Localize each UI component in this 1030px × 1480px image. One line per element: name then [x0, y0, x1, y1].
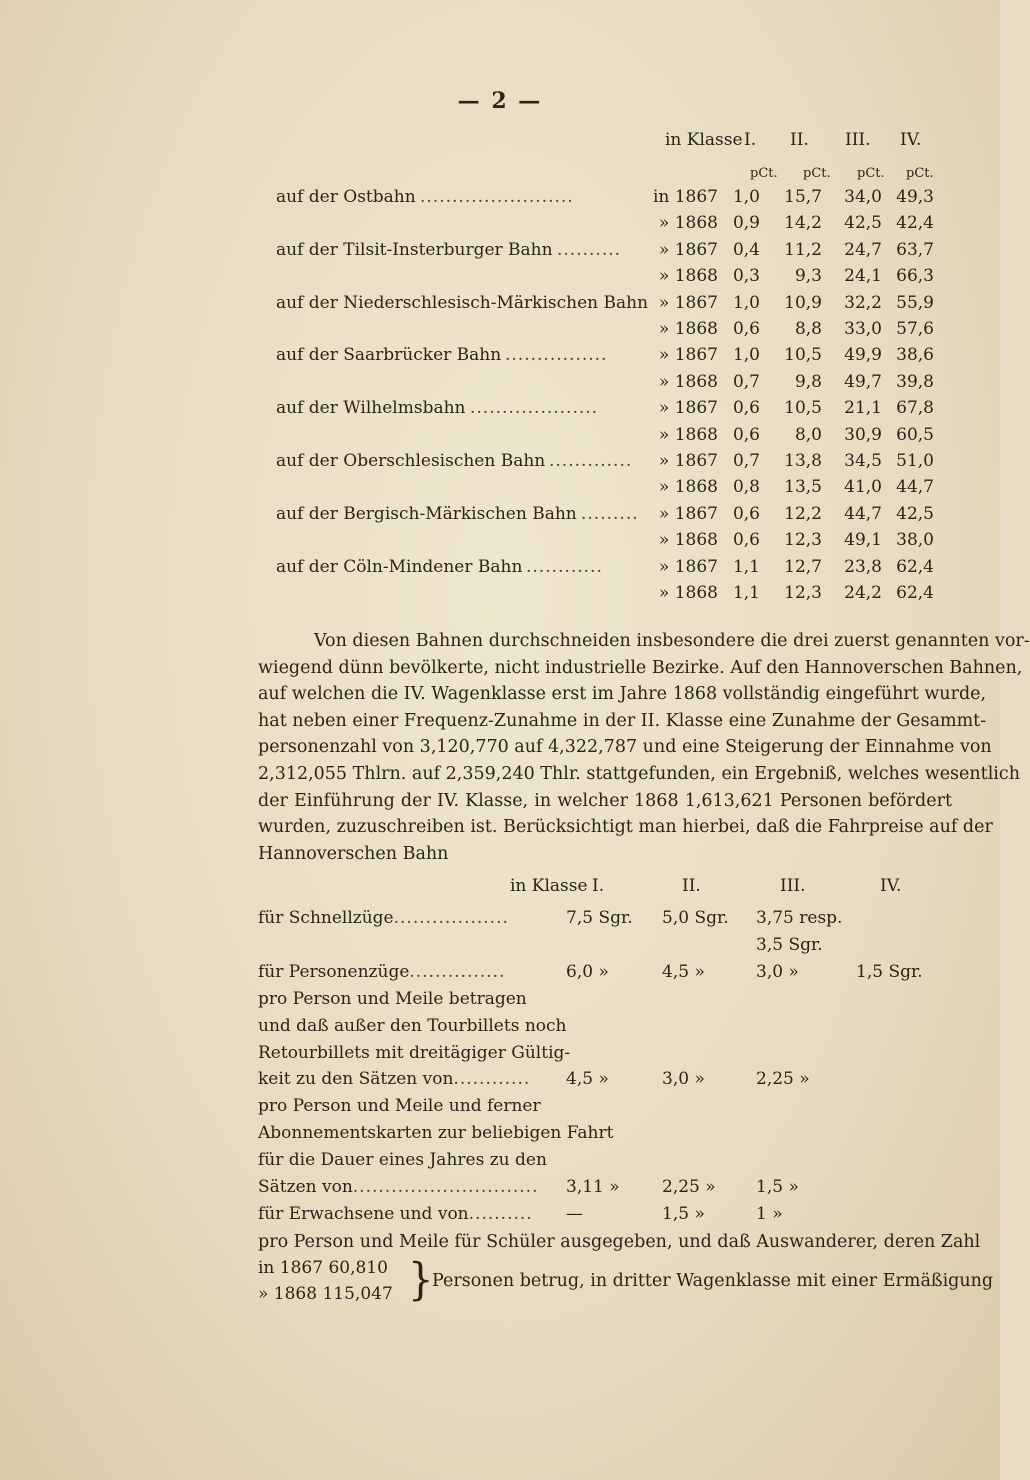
table1-cell-class-1: 0,6 — [732, 319, 760, 339]
table1-row — [0, 187, 1000, 213]
table2-row-label — [258, 989, 558, 1009]
table2-label-dots: .................. — [393, 908, 509, 928]
table1-unit-4: pCt. — [906, 166, 934, 181]
table1-row-prefix: in — [652, 187, 670, 207]
table1-row — [0, 425, 1000, 451]
table2-row-label — [258, 1150, 558, 1170]
table2-row-label — [258, 1042, 571, 1063]
table1-cell-class-2: 9,3 — [794, 266, 822, 287]
table1-row-year-value: 1867 — [674, 451, 718, 471]
table1-unit-1: pCt. — [750, 166, 778, 181]
table1-cell-class-3: 49,1 — [844, 530, 882, 551]
table2-label-text: pro Person und Meile und ferner — [258, 1096, 541, 1117]
table1-cell-class-4: 42,5 — [896, 503, 934, 524]
table2-row-label — [258, 1015, 567, 1036]
table2-row-label — [258, 1177, 558, 1197]
table1-row-label: auf der Wilhelmsbahn — [276, 398, 466, 419]
table1-row-prefix: » — [658, 424, 670, 445]
table1-cell-class-1: 1,1 — [732, 556, 760, 577]
table1-cell-class-2: 8,8 — [794, 319, 822, 339]
table1-row-year-value: 1867 — [674, 345, 718, 366]
table1-row-dots: ........................ — [420, 187, 574, 207]
table2-label-text: für die Dauer eines Jahres zu den — [258, 1150, 547, 1171]
table1-row-prefix: » — [658, 451, 670, 471]
table2-label-text: pro Person und Meile betragen — [258, 988, 527, 1009]
table1-row-prefix: » — [658, 213, 670, 234]
table1-row-dots: ............ — [526, 556, 603, 577]
paragraph-line: wurden, zuzuschreiben ist. Berücksichtigt man hierbei, daß die Fahrpreise auf der — [258, 817, 993, 838]
table1-row-year-value: 1867 — [674, 239, 718, 260]
table1-cell-class-3: 44,7 — [844, 503, 882, 524]
table1-row — [0, 557, 1000, 583]
table2-cell-class-3: 1 » — [756, 1203, 783, 1224]
table1-cell-class-2: 12,7 — [784, 556, 822, 577]
table2-header-class-3: III. — [780, 876, 806, 896]
table1-unit-2: pCt. — [803, 166, 831, 181]
table2-cell-class-3: 3,75 resp. — [756, 908, 843, 928]
table2-cell-class-1: — — [566, 1203, 583, 1224]
table1-cell-class-4: 67,8 — [896, 398, 934, 419]
paragraph-line: wiegend dünn bevölkerte, nicht industrielle Bezirke. Auf den Hannoverschen Bahnen, — [258, 657, 1023, 678]
table1-cell-class-4: 44,7 — [896, 477, 934, 498]
table2-label-text: Sätzen von — [258, 1177, 353, 1197]
paragraph-line: Hannoverschen Bahn — [258, 843, 449, 864]
table1-cell-class-3: 34,0 — [844, 187, 882, 207]
table1-cell-class-1: 0,6 — [732, 503, 760, 524]
table2-cell-class-3: 3,0 » — [756, 961, 799, 982]
table2-cell-class-3: 1,5 » — [756, 1177, 799, 1197]
table1-cell-class-1: 0,6 — [732, 398, 760, 419]
table2-label-text: und daß außer den Tourbillets noch — [258, 1015, 567, 1036]
paragraph-line: auf welchen die IV. Wagenklasse erst im Jahre 1868 vollständig eingeführt wurde, — [258, 684, 987, 705]
closing-brace: } — [408, 1254, 434, 1306]
table1-row-label: auf der Saarbrücker Bahn — [276, 345, 502, 366]
body-paragraph — [258, 628, 1030, 867]
paragraph-line: der Einführung der IV. Klasse, in welcher 1868 1,613,621 Personen befördert — [258, 790, 952, 811]
paragraph-line: Von diesen Bahnen durchschneiden insbesondere die drei zuerst genannten vor- — [314, 631, 1030, 651]
table1-cell-class-1: 0,6 — [732, 530, 760, 551]
table1-row — [0, 583, 1000, 609]
table1-row — [0, 398, 1000, 424]
table1-row — [0, 319, 1000, 345]
closing-year-1867: in 1867 60,810 — [258, 1258, 388, 1278]
table1-row-year-value: 1867 — [674, 503, 718, 524]
table1-cell-class-2: 12,3 — [784, 583, 822, 603]
table1-cell-class-3: 24,7 — [844, 239, 882, 260]
table1-cell-class-2: 12,3 — [784, 530, 822, 551]
table1-cell-class-4: 66,3 — [896, 266, 934, 287]
table1-unit-3: pCt. — [857, 166, 885, 181]
table1-cell-class-1: 0,7 — [732, 371, 760, 392]
table1-row-year-value: 1868 — [674, 371, 718, 392]
table1-cell-class-3: 30,9 — [844, 424, 882, 445]
table2-cell-class-2: 2,25 » — [662, 1177, 716, 1197]
table1-cell-class-4: 38,6 — [896, 345, 934, 366]
table1-row — [0, 372, 1000, 398]
table1-cell-class-4: 42,4 — [896, 213, 934, 234]
table1-row-prefix: » — [658, 530, 670, 551]
table1-cell-class-4: 62,4 — [896, 583, 934, 603]
table1-row-dots: .................... — [470, 398, 599, 419]
table1-cell-class-3: 24,2 — [844, 583, 882, 603]
table2-cell-class-1: 4,5 » — [566, 1069, 609, 1090]
table2-label-text: für Personenzüge — [258, 961, 410, 982]
table2-cell-class-2: 1,5 » — [662, 1203, 705, 1224]
table1-row-prefix: » — [658, 503, 670, 524]
table2-header-class-4: IV. — [880, 876, 902, 896]
table2-cell-class-1: 7,5 Sgr. — [566, 908, 633, 928]
table2-row-label — [258, 908, 558, 928]
table1-row-label: auf der Oberschlesischen Bahn — [276, 451, 546, 471]
closing-tail: Personen betrug, in dritter Wagenklasse mit einer Ermäßigung — [432, 1271, 994, 1291]
table1-row-year-value: 1868 — [674, 424, 718, 445]
table1-row-year-value: 1867 — [674, 292, 718, 313]
table2-row-label — [258, 1204, 558, 1224]
table1-cell-class-1: 0,4 — [732, 239, 760, 260]
table1-row-prefix: » — [658, 345, 670, 366]
table1-row-prefix: » — [658, 477, 670, 498]
table1-row-prefix: » — [658, 583, 670, 603]
table1-cell-class-2: 13,5 — [784, 477, 822, 498]
table2-row-label — [258, 1123, 614, 1144]
table1-row-label: auf der Niederschlesisch-Märkischen Bahn — [276, 292, 649, 313]
table1-row — [0, 240, 1000, 266]
table1-row — [0, 266, 1000, 292]
table2-label-dots: ............... — [409, 961, 506, 982]
table1-cell-class-2: 8,0 — [794, 424, 822, 445]
table1-header-class-3: III. — [845, 130, 871, 150]
table1-header-class-2: II. — [790, 130, 809, 150]
table1-cell-class-3: 23,8 — [844, 556, 882, 577]
table1-row-year-value: 1867 — [674, 556, 718, 577]
table1-cell-class-4: 63,7 — [896, 239, 934, 260]
table1-cell-class-1: 0,9 — [732, 213, 760, 234]
table1-cell-class-4: 49,3 — [896, 187, 934, 207]
table1-row-year-value: 1867 — [674, 187, 718, 207]
table2-cell-class-2: 4,5 » — [662, 961, 705, 982]
table1-cell-class-3: 24,1 — [844, 266, 882, 287]
table1-cell-class-4: 57,6 — [896, 319, 934, 339]
table1-row-dots: ................ — [505, 345, 608, 366]
table1-cell-class-1: 0,8 — [732, 477, 760, 498]
table1-row-prefix: » — [658, 371, 670, 392]
table1-row — [0, 451, 1000, 477]
table1-row-prefix: » — [658, 319, 670, 339]
table1-row — [0, 293, 1000, 319]
table2-label-text: Abonnementskarten zur beliebigen Fahrt — [258, 1123, 614, 1144]
table2-cell-class-3: 3,5 Sgr. — [756, 934, 823, 955]
table1-cell-class-2: 9,8 — [794, 371, 822, 392]
table1-row-prefix: » — [658, 266, 670, 287]
table1-cell-class-1: 1,0 — [732, 292, 760, 313]
table1-row-dots: ......... — [581, 503, 639, 524]
table1-cell-class-1: 1,0 — [732, 187, 760, 207]
table1-row-year-value: 1868 — [674, 266, 718, 287]
table1-cell-class-1: 0,6 — [732, 424, 760, 445]
table1-row-year-value: 1868 — [674, 477, 718, 498]
table1-row-year-value: 1868 — [674, 213, 718, 234]
table1-cell-class-1: 1,0 — [732, 345, 760, 366]
table1-row — [0, 530, 1000, 556]
table1-row-prefix: » — [658, 556, 670, 577]
table1-row-year-value: 1868 — [674, 319, 718, 339]
table1-cell-class-2: 11,2 — [784, 239, 822, 260]
table2-label-dots: ............ — [453, 1069, 531, 1090]
table1-cell-class-3: 42,5 — [844, 213, 882, 234]
table1-row-label: auf der Bergisch-Märkischen Bahn — [276, 503, 577, 524]
table1-cell-class-4: 62,4 — [896, 556, 934, 577]
table1-cell-class-2: 12,2 — [784, 503, 822, 524]
table2-cell-class-1: 6,0 » — [566, 961, 609, 982]
paragraph-line: personenzahl von 3,120,770 auf 4,322,787 und eine Steigerung der Einnahme von — [258, 737, 992, 758]
table1-cell-class-4: 51,0 — [896, 451, 934, 471]
table1-cell-class-3: 49,7 — [844, 371, 882, 392]
table1-cell-class-2: 13,8 — [784, 451, 822, 471]
table1-cell-class-4: 60,5 — [896, 424, 934, 445]
closing-line-1: pro Person und Meile für Schüler ausgegeben, und daß Auswanderer, deren Zahl — [258, 1232, 981, 1252]
table2-label-text: Retourbillets mit dreitägiger Gültig- — [258, 1042, 571, 1063]
table2-header-class-1: I. — [592, 876, 605, 896]
table2-label-dots: .......... — [468, 1203, 533, 1224]
table1-cell-class-2: 10,9 — [784, 292, 822, 313]
paragraph-line: 2,312,055 Thlrn. auf 2,359,240 Thlr. stattgefunden, ein Ergebniß, welches wesentlich — [258, 763, 1020, 784]
table2-cell-class-4: 1,5 Sgr. — [856, 961, 923, 982]
table2-label-text: keit zu den Sätzen von — [258, 1069, 454, 1090]
table1-row-year-value: 1868 — [674, 583, 718, 603]
table1-row-prefix: » — [658, 239, 670, 260]
closing-year-1868: » 1868 115,047 — [258, 1284, 393, 1304]
table1-row-dots: .......... — [557, 239, 622, 260]
table1-cell-class-4: 38,0 — [896, 530, 934, 551]
table1-cell-class-2: 10,5 — [784, 345, 822, 366]
table1-cell-class-3: 32,2 — [844, 292, 882, 313]
table1-cell-class-3: 21,1 — [844, 398, 882, 419]
table1-header-class-4: IV. — [900, 130, 922, 150]
table1-cell-class-3: 41,0 — [844, 477, 882, 498]
table2-header-prefix: in Klasse — [510, 876, 588, 896]
table2-label-text: für Erwachsene und von — [258, 1203, 469, 1224]
table2-label-text: für Schnellzüge — [258, 908, 394, 928]
table1-row-year-value: 1867 — [674, 398, 718, 419]
table1-cell-class-2: 15,7 — [784, 187, 822, 207]
table1-row — [0, 345, 1000, 371]
table1-cell-class-3: 34,5 — [844, 451, 882, 471]
table1-cell-class-1: 1,1 — [732, 583, 760, 603]
table1-row-year-value: 1868 — [674, 530, 718, 551]
table1-row-label: auf der Tilsit-Insterburger Bahn — [276, 239, 553, 260]
table1-cell-class-1: 0,7 — [732, 451, 760, 471]
table2-cell-class-3: 2,25 » — [756, 1069, 810, 1090]
table1-header-prefix: in Klasse — [665, 130, 743, 150]
table2-row-label — [258, 1069, 558, 1089]
table1-row — [0, 213, 1000, 239]
table1-row — [0, 504, 1000, 530]
table1-cell-class-2: 14,2 — [784, 213, 822, 234]
table1-row-dots: ............. — [549, 451, 633, 471]
table1-cell-class-2: 10,5 — [784, 398, 822, 419]
table2-cell-class-2: 3,0 » — [662, 1069, 705, 1090]
table2-cell-class-2: 5,0 Sgr. — [662, 908, 729, 928]
table2-header-class-2: II. — [682, 876, 701, 896]
table1-row-prefix: » — [658, 292, 670, 313]
paragraph-line: hat neben einer Frequenz-Zunahme in der II. Klasse eine Zunahme der Gesammt- — [258, 710, 987, 731]
table1-cell-class-4: 55,9 — [896, 292, 934, 313]
table1-row-label: auf der Cöln-Mindener Bahn — [276, 556, 523, 577]
page-number: — 2 — — [457, 88, 543, 114]
table1-cell-class-3: 49,9 — [844, 345, 882, 366]
table2-cell-class-1: 3,11 » — [566, 1177, 620, 1197]
table1-row-label: auf der Ostbahn — [276, 187, 416, 207]
table1-row-prefix: » — [658, 398, 670, 419]
table1-row — [0, 477, 1000, 503]
table1-cell-class-1: 0,3 — [732, 266, 760, 287]
table2-row-label — [258, 1096, 558, 1116]
table1-header-class-1: I. — [744, 130, 757, 150]
table1-cell-class-4: 39,8 — [896, 371, 934, 392]
table1-cell-class-3: 33,0 — [844, 319, 882, 339]
table2-row-label — [258, 962, 558, 982]
table2-label-dots: ............................. — [352, 1177, 539, 1197]
